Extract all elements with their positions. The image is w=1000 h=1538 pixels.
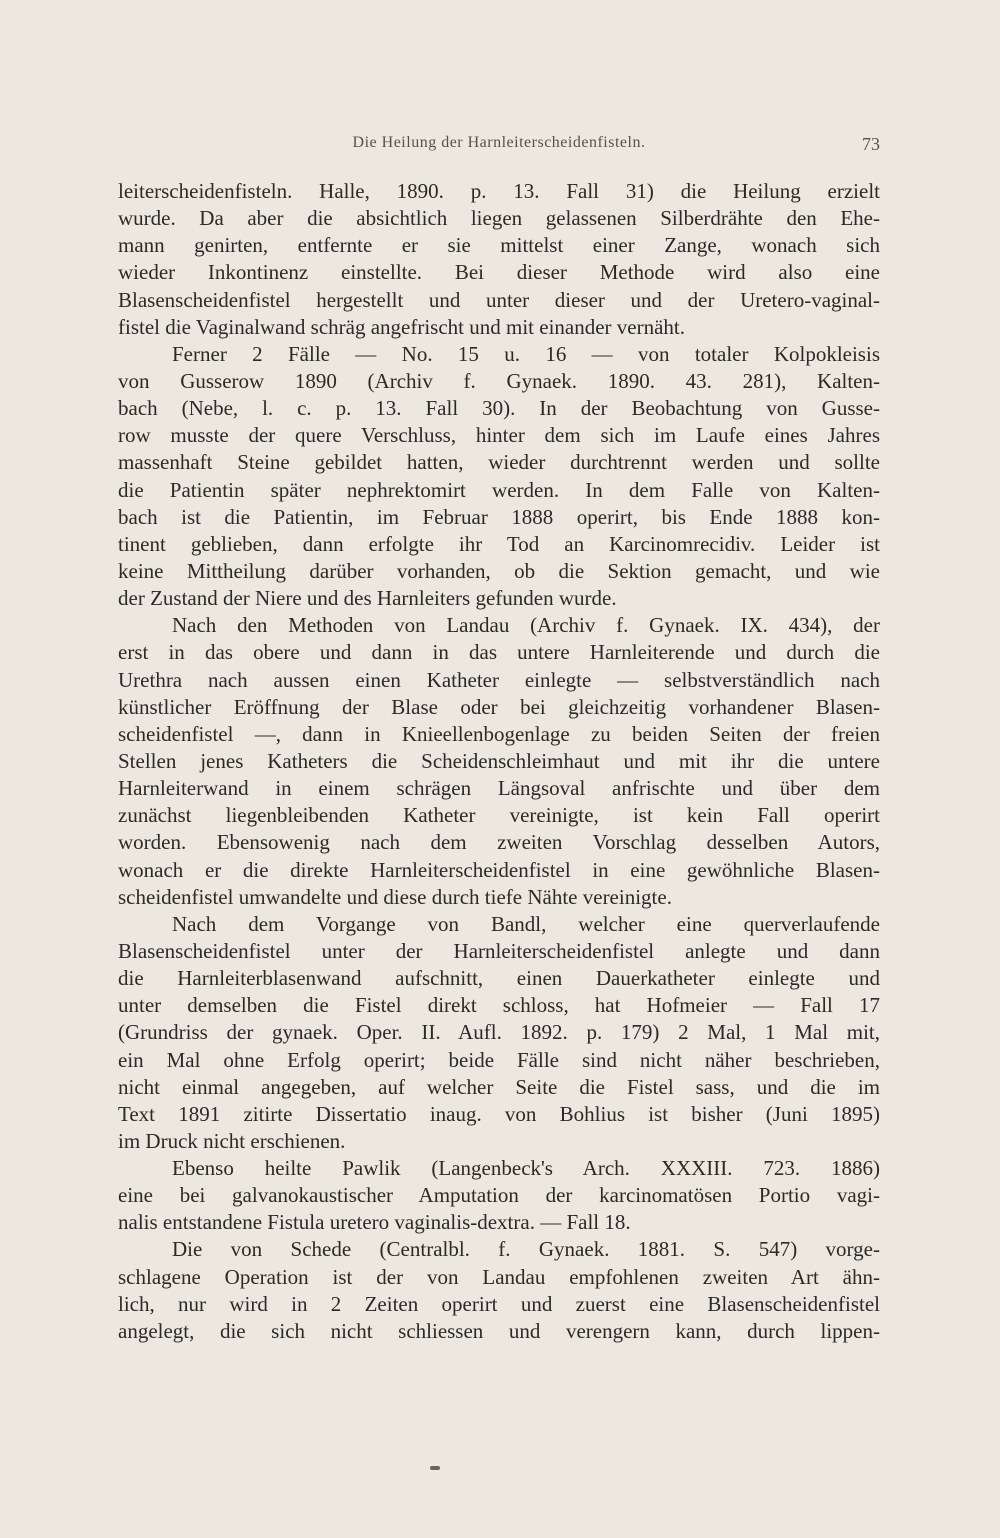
text-line: wurde. Da aber die absichtlich liegen gelassenen Silberdrähte den Ehe- bbox=[118, 206, 880, 231]
text-line: Stellen jenes Katheters die Scheidenschleimhaut und mit ihr die untere bbox=[118, 748, 880, 773]
text-line: row musste der quere Verschluss, hinter dem sich im Laufe eines Jahres bbox=[118, 423, 880, 448]
page-header bbox=[118, 134, 880, 158]
text-line: erst in das obere und dann in das untere Harnleiterende und durch die bbox=[118, 640, 880, 665]
text-line: Blasenscheidenfistel hergestellt und unter dieser und der Uretero-vaginal- bbox=[118, 287, 880, 312]
text-line: tinent geblieben, dann erfolgte ihr Tod an Karcinomrecidiv. Leider ist bbox=[118, 531, 880, 556]
text-line: keine Mittheilung darüber vorhanden, ob die Sektion gemacht, und wie bbox=[118, 558, 880, 583]
text-line: angelegt, die sich nicht schliessen und verengern kann, durch lippen- bbox=[118, 1318, 880, 1343]
text-line: im Druck nicht erschienen. bbox=[118, 1128, 346, 1153]
text-line: Urethra nach aussen einen Katheter einlegte — selbstverständlich nach bbox=[118, 667, 880, 692]
text-line: Text 1891 zitirte Dissertatio inaug. von Bohlius ist bisher (Juni 1895) bbox=[118, 1101, 880, 1126]
text-line: wonach er die direkte Harnleiterscheidenfistel in eine gewöhnliche Blasen- bbox=[118, 857, 880, 882]
text-line: zunächst liegenbleibenden Katheter vereinigte, ist kein Fall operirt bbox=[118, 803, 880, 828]
text-line: nalis entstandene Fistula uretero vaginalis-dextra. — Fall 18. bbox=[118, 1210, 631, 1235]
text-line: scheidenfistel umwandelte und diese durch tiefe Nähte vereinigte. bbox=[118, 884, 672, 909]
text-line: Ebenso heilte Pawlik (Langenbeck's Arch. XXXIII. 723. 1886) bbox=[172, 1156, 880, 1181]
text-line: der Zustand der Niere und des Harnleiters gefunden wurde. bbox=[118, 586, 617, 611]
text-line: mann genirten, entfernte er sie mittelst einer Zange, wonach sich bbox=[118, 233, 880, 258]
text-line: bach ist die Patientin, im Februar 1888 operirt, bis Ende 1888 kon- bbox=[118, 504, 880, 529]
text-line: leiterscheidenfisteln. Halle, 1890. p. 13. Fall 31) die Heilung erzielt bbox=[118, 179, 880, 203]
text-line: Die von Schede (Centralbl. f. Gynaek. 1881. S. 547) vorge- bbox=[172, 1237, 880, 1262]
text-line: die Harnleiterblasenwand aufschnitt, einen Dauerkatheter einlegte und bbox=[118, 966, 880, 991]
text-line: Blasenscheidenfistel unter der Harnleiterscheidenfistel anlegte und dann bbox=[118, 938, 880, 963]
text-line: Harnleiterwand in einem schrägen Längsoval anfrischte und über dem bbox=[118, 776, 880, 801]
text-line: worden. Ebensowenig nach dem zweiten Vorschlag desselben Autors, bbox=[118, 830, 880, 855]
body-text bbox=[118, 178, 880, 1345]
running-title: Die Heilung der Harnleiterscheidenfisteln. bbox=[352, 134, 646, 151]
text-line: wieder Inkontinenz einstellte. Bei dieser Methode wird also eine bbox=[118, 260, 880, 285]
text-line: bach (Nebe, l. c. p. 13. Fall 30). In der Beobachtung von Gusse- bbox=[118, 396, 880, 421]
page-number: 73 bbox=[862, 134, 880, 154]
ink-speck bbox=[430, 1466, 440, 1470]
text-line: Ferner 2 Fälle — No. 15 u. 16 — von totaler Kolpokleisis bbox=[172, 341, 880, 366]
text-line: fistel die Vaginalwand schräg angefrischt und mit einander vernäht. bbox=[118, 314, 686, 339]
text-line: künstlicher Eröffnung der Blase oder bei gleichzeitig vorhandener Blasen- bbox=[118, 694, 880, 719]
text-line: die Patientin später nephrektomirt werden. In dem Falle von Kalten- bbox=[118, 477, 880, 502]
text-line: nicht einmal angegeben, auf welcher Seite die Fistel sass, und die im bbox=[118, 1074, 880, 1099]
text-line: ein Mal ohne Erfolg operirt; beide Fälle sind nicht näher beschrieben, bbox=[118, 1047, 880, 1072]
text-line: eine bei galvanokaustischer Amputation der karcinomatösen Portio vagi- bbox=[118, 1183, 880, 1208]
text-line: Nach den Methoden von Landau (Archiv f. Gynaek. IX. 434), der bbox=[172, 613, 880, 638]
text-line: schlagene Operation ist der von Landau empfohlenen zweiten Art ähn- bbox=[118, 1264, 880, 1289]
text-line: (Grundriss der gynaek. Oper. II. Aufl. 1892. p. 179) 2 Mal, 1 Mal mit, bbox=[118, 1020, 880, 1045]
text-line: Nach dem Vorgange von Bandl, welcher eine querverlaufende bbox=[172, 911, 880, 936]
text-line: massenhaft Steine gebildet hatten, wieder durchtrennt werden und sollte bbox=[118, 450, 880, 475]
text-line: von Gusserow 1890 (Archiv f. Gynaek. 1890. 43. 281), Kalten- bbox=[118, 368, 880, 393]
text-line: scheidenfistel —, dann in Knieellenbogenlage zu beiden Seiten der freien bbox=[118, 721, 880, 746]
text-line: lich, nur wird in 2 Zeiten operirt und zuerst eine Blasenscheidenfistel bbox=[118, 1291, 880, 1316]
text-line: unter demselben die Fistel direkt schloss, hat Hofmeier — Fall 17 bbox=[118, 993, 880, 1018]
